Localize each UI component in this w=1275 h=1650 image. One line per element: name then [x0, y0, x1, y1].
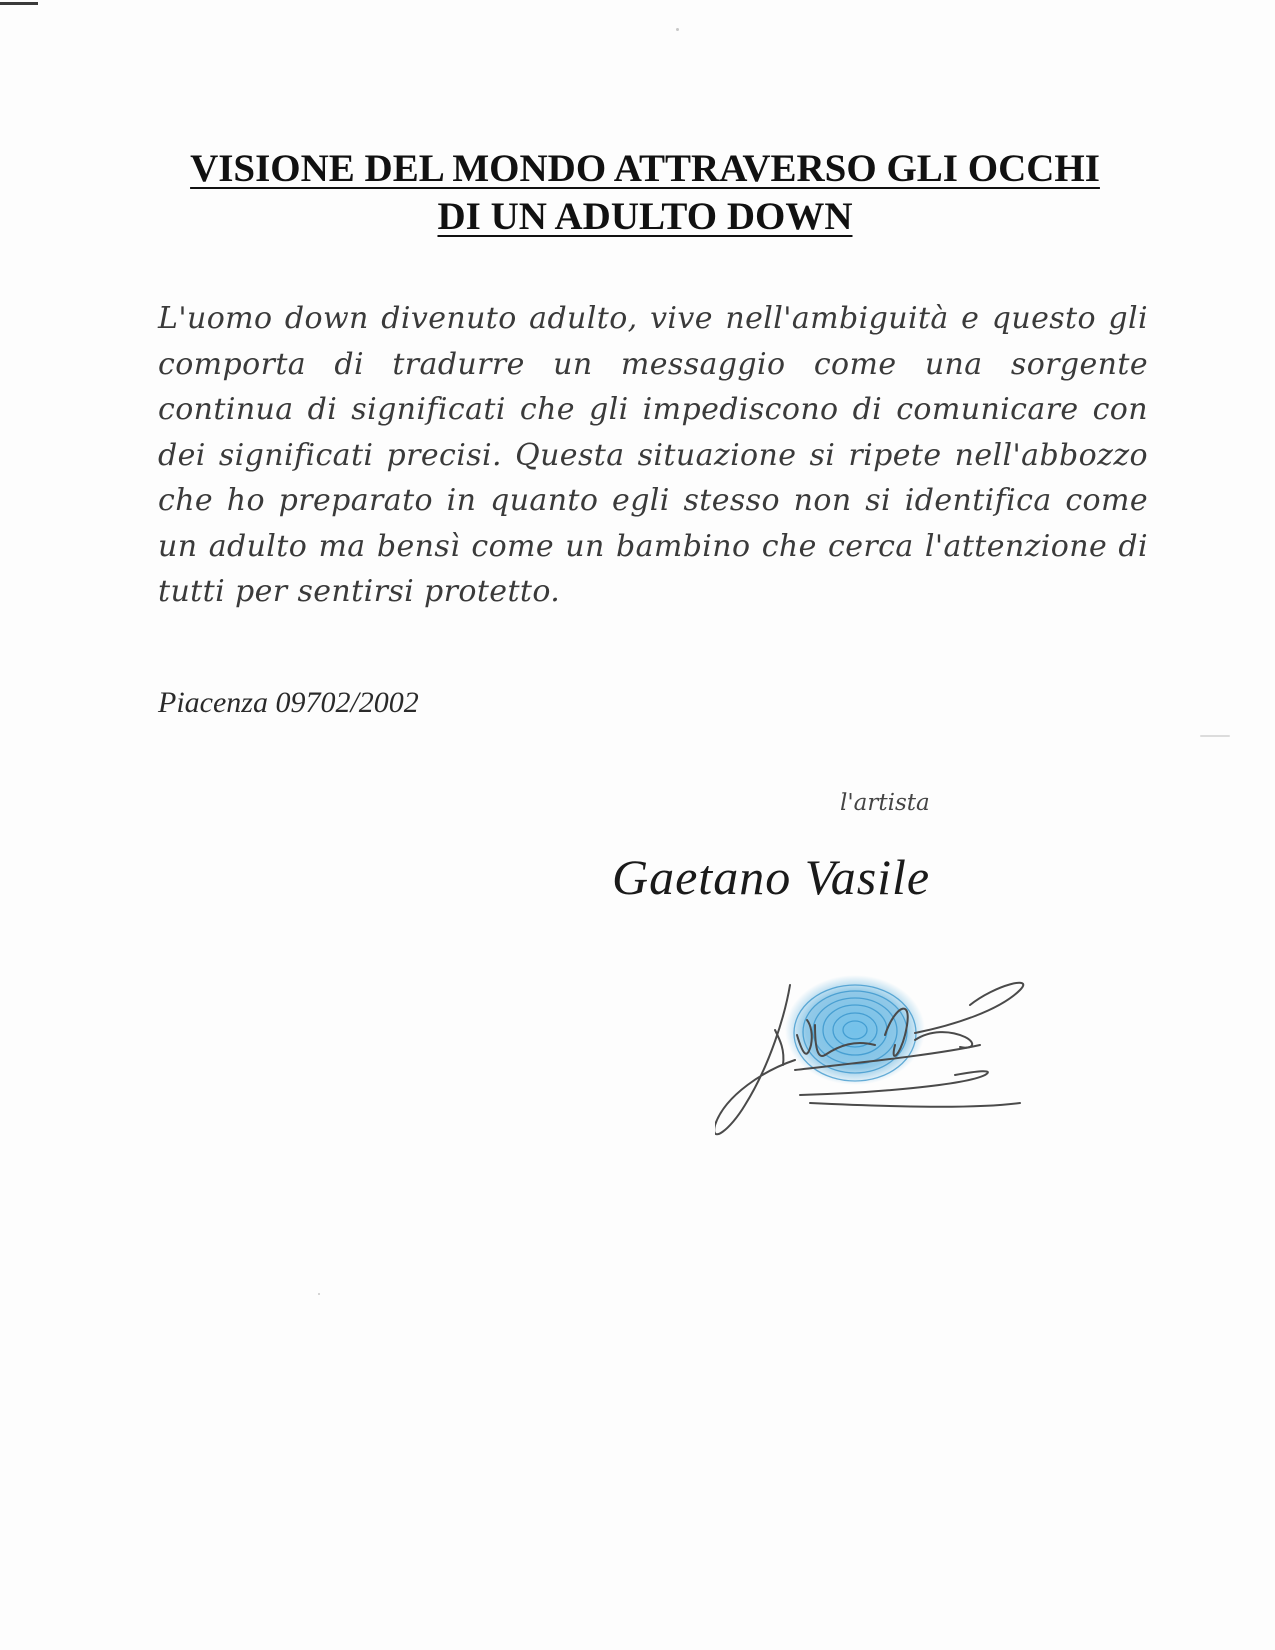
scan-speck [1200, 735, 1230, 737]
scan-corner-mark [0, 2, 38, 5]
scan-speck [318, 1293, 320, 1295]
scan-speck [676, 28, 679, 31]
artist-name: Gaetano Vasile [612, 849, 931, 905]
document-title [150, 145, 1140, 241]
artist-label: l'artista [840, 790, 930, 816]
title-line-1: VISIONE DEL MONDO ATTRAVERSO GLI OCCHI [190, 147, 1100, 190]
body-paragraph: L'uomo down divenuto adulto, vive nell'ambiguità e questo gli comporta di tradurre un messaggio come una sorgente continua di significati che gli impediscono di comunicare con dei significati precisi. Questa situazione si ripete nell'abbozzo che ho preparato in quanto egli stesso non si identifica come un adulto ma bensì come un bambino che cerca l'attenzione di tutti per sentirsi protetto. [158, 301, 1148, 609]
place-date: Piacenza 09702/2002 [158, 686, 419, 719]
signature-with-fingerprint [715, 975, 1075, 1145]
title-line-2: DI UN ADULTO DOWN [437, 195, 853, 238]
